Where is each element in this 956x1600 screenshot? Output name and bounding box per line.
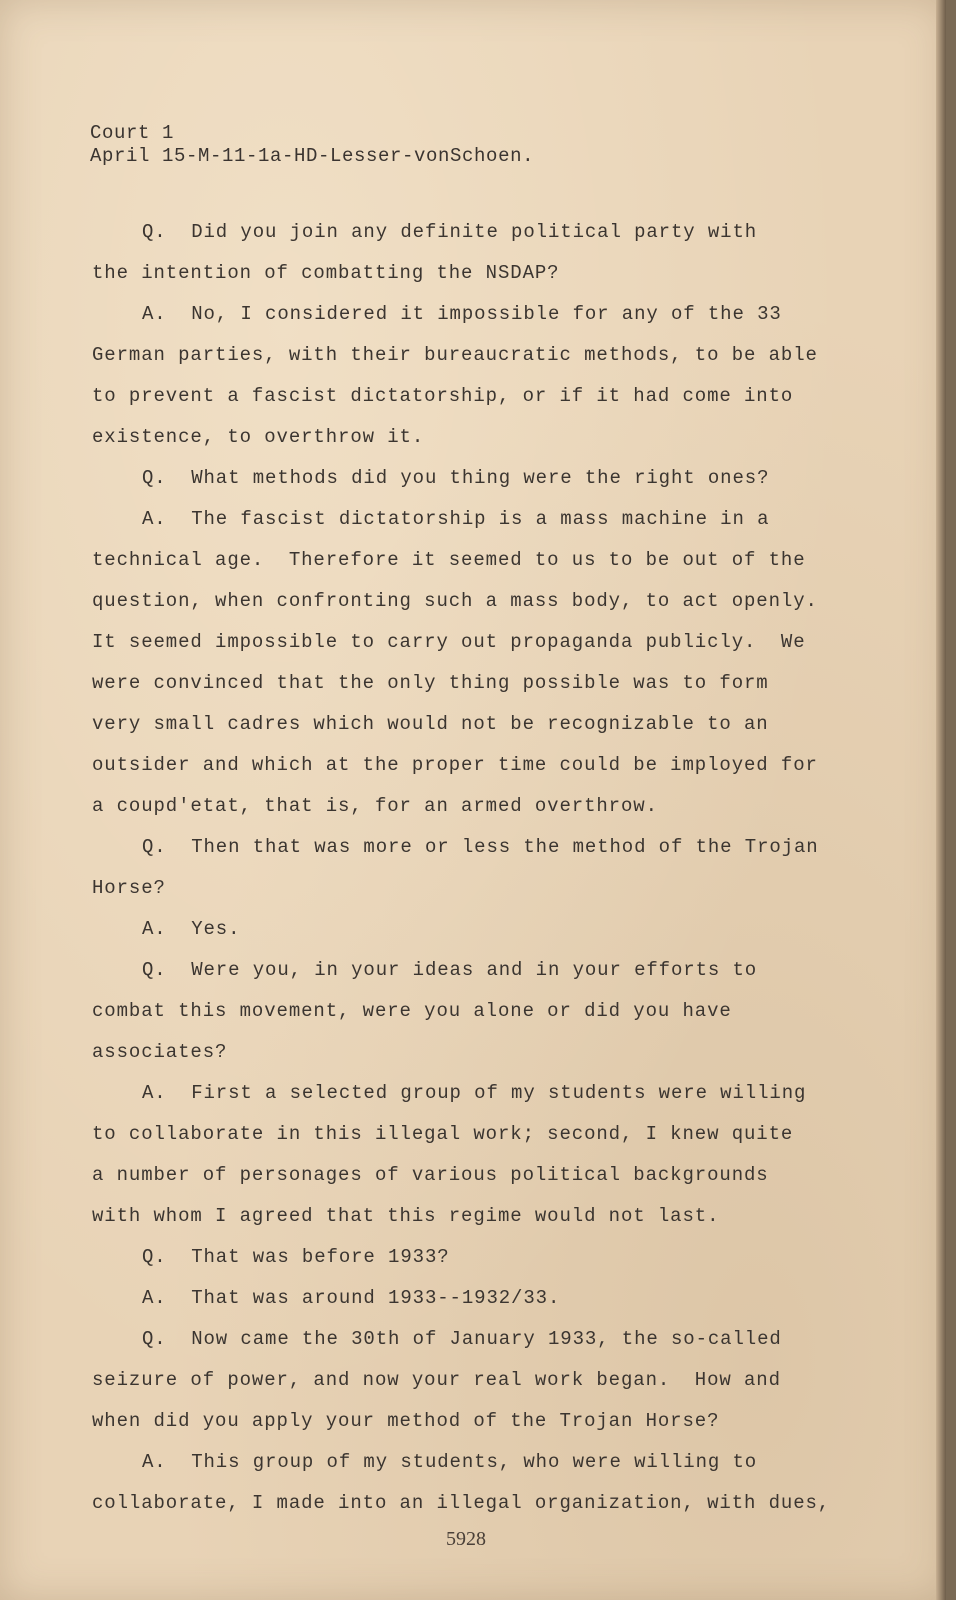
transcript-line: A. Yes. bbox=[142, 918, 241, 940]
page-number: 5928 bbox=[446, 1528, 486, 1550]
court-label: Court 1 bbox=[90, 122, 175, 144]
transcript-line: Q. Were you, in your ideas and in your efforts to bbox=[142, 959, 758, 981]
transcript-line: German parties, with their bureaucratic methods, to be able bbox=[92, 344, 818, 366]
transcript-line: combat this movement, were you alone or did you have bbox=[92, 1000, 732, 1022]
transcript-line: existence, to overthrow it. bbox=[92, 426, 425, 448]
transcript-line: A. The fascist dictatorship is a mass machine in a bbox=[142, 508, 770, 530]
transcript-line: technical age. Therefore it seemed to us to be out of the bbox=[92, 549, 806, 571]
transcript-line: It seemed impossible to carry out propaganda publicly. We bbox=[92, 631, 806, 653]
transcript-line: when did you apply your method of the Trojan Horse? bbox=[92, 1410, 720, 1432]
transcript-line: A. That was around 1933--1932/33. bbox=[142, 1287, 561, 1309]
transcript-line: A. No, I considered it impossible for any of the 33 bbox=[142, 303, 782, 325]
transcript-line: the intention of combatting the NSDAP? bbox=[92, 262, 560, 284]
transcript-line: very small cadres which would not be recognizable to an bbox=[92, 713, 769, 735]
transcript-line: to prevent a fascist dictatorship, or if it had come into bbox=[92, 385, 794, 407]
transcript-line: associates? bbox=[92, 1041, 228, 1063]
document-header bbox=[90, 122, 534, 168]
page-edge-shadow bbox=[936, 0, 946, 1600]
transcript-line: Q. Then that was more or less the method of the Trojan bbox=[142, 836, 819, 858]
transcript-line: outsider and which at the proper time could be imployed for bbox=[92, 754, 818, 776]
transcript-line: A. This group of my students, who were willing to bbox=[142, 1451, 758, 1473]
transcript-line: with whom I agreed that this regime would not last. bbox=[92, 1205, 720, 1227]
session-reference: April 15-M-11-1a-HD-Lesser-vonSchoen. bbox=[90, 145, 535, 167]
transcript-line: Q. What methods did you thing were the right ones? bbox=[142, 467, 770, 489]
transcript-line: were convinced that the only thing possible was to form bbox=[92, 672, 769, 694]
transcript-line: Q. That was before 1933? bbox=[142, 1246, 450, 1268]
transcript-line: question, when confronting such a mass body, to act openly. bbox=[92, 590, 818, 612]
transcript-line: seizure of power, and now your real work began. How and bbox=[92, 1369, 781, 1391]
transcript-line: Q. Did you join any definite political party with bbox=[142, 221, 758, 243]
transcript-line: A. First a selected group of my students were willing bbox=[142, 1082, 807, 1104]
transcript-line: collaborate, I made into an illegal organization, with dues, bbox=[92, 1492, 831, 1514]
transcript-line: Horse? bbox=[92, 877, 166, 899]
transcript-line: a number of personages of various political backgrounds bbox=[92, 1164, 769, 1186]
transcript-line: a coupd'etat, that is, for an armed overthrow. bbox=[92, 795, 658, 817]
transcript-line: Q. Now came the 30th of January 1933, the so-called bbox=[142, 1328, 782, 1350]
transcript-line: to collaborate in this illegal work; second, I knew quite bbox=[92, 1123, 794, 1145]
